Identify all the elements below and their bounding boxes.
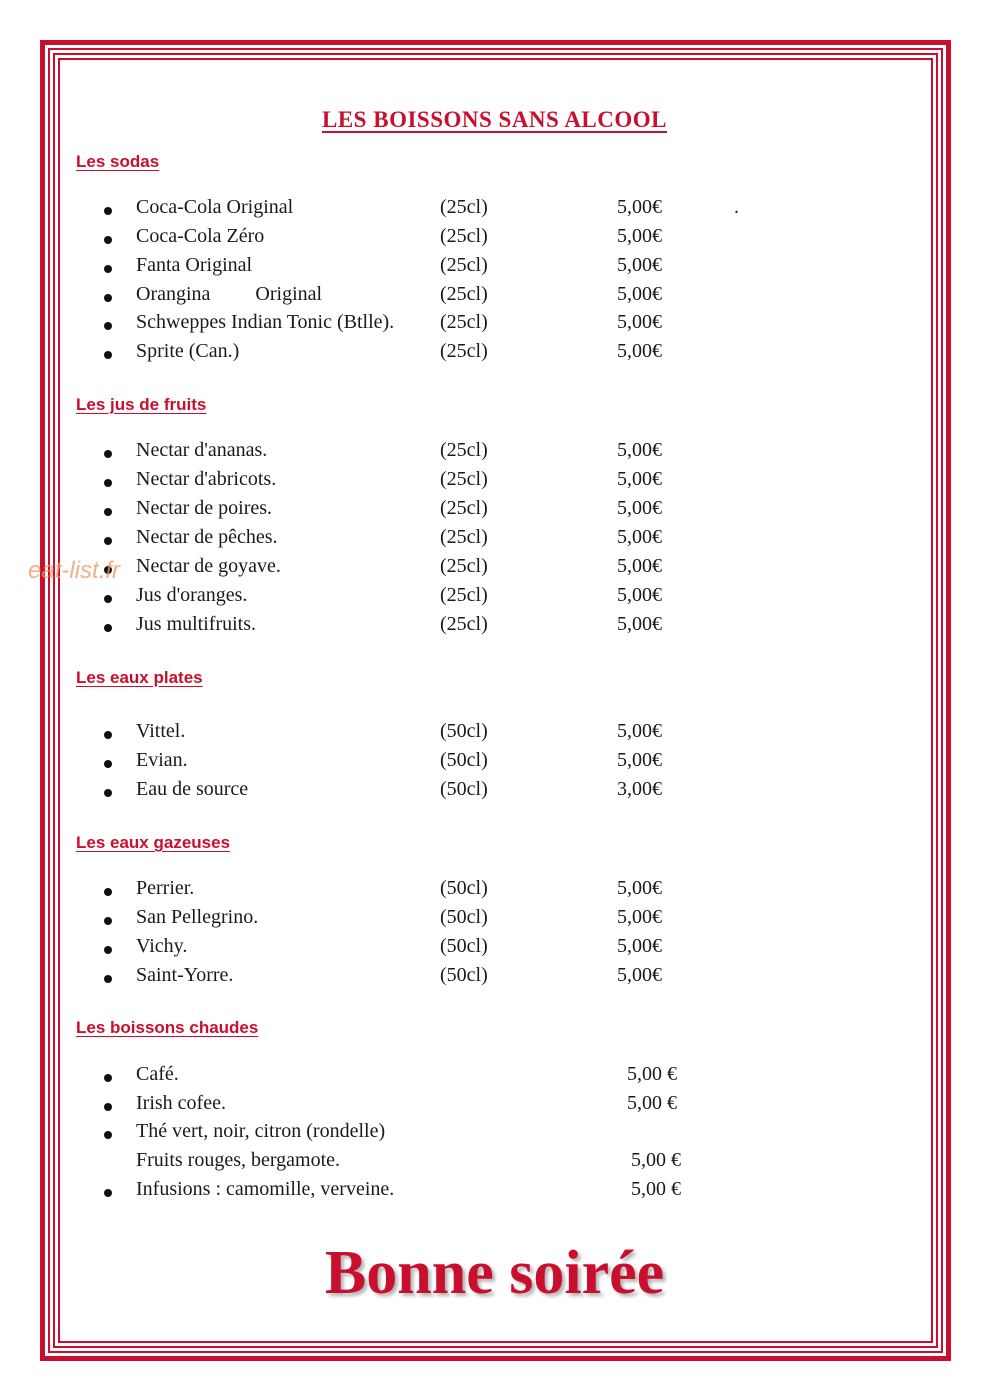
bullet-icon <box>104 1103 112 1111</box>
menu-item <box>0 584 989 613</box>
item-size: (50cl) <box>440 778 488 800</box>
menu-item <box>0 340 989 369</box>
item-name: Sprite (Can.) <box>136 340 240 362</box>
item-size: (50cl) <box>440 935 488 957</box>
item-price: 5,00€ <box>617 311 662 333</box>
bullet-icon <box>104 1131 112 1139</box>
bullet-icon <box>104 731 112 739</box>
item-size: (25cl) <box>440 439 488 461</box>
item-size: (25cl) <box>440 526 488 548</box>
item-name: Vichy. <box>136 935 188 957</box>
item-price: 5,00 € <box>627 1092 677 1114</box>
menu-item <box>0 964 989 993</box>
item-price: 5,00€ <box>617 877 662 899</box>
item-size: (25cl) <box>440 497 488 519</box>
item-price: 5,00€ <box>617 526 662 548</box>
item-price: 5,00€ <box>617 439 662 461</box>
item-price: 5,00€ <box>617 225 662 247</box>
menu-item-continuation <box>0 1149 989 1178</box>
bullet-icon <box>104 917 112 925</box>
item-size: (50cl) <box>440 964 488 986</box>
bullet-icon <box>104 479 112 487</box>
item-price: 5,00 € <box>631 1149 681 1171</box>
item-name: Nectar de pêches. <box>136 526 278 548</box>
bullet-icon <box>104 975 112 983</box>
bullet-icon <box>104 1189 112 1197</box>
item-name: Saint-Yorre. <box>136 964 234 986</box>
bullet-icon <box>104 508 112 516</box>
menu-item <box>0 497 989 526</box>
item-size: (25cl) <box>440 196 488 218</box>
item-name: Café. <box>136 1063 179 1085</box>
item-name: Fanta Original <box>136 254 253 276</box>
item-size: (25cl) <box>440 555 488 577</box>
bullet-icon <box>104 789 112 797</box>
section-title-chaudes: Les boissons chaudes <box>76 1018 259 1037</box>
bullet-icon <box>104 1074 112 1082</box>
menu-item <box>0 906 989 935</box>
item-size: (50cl) <box>440 720 488 742</box>
item-price: 5,00€ <box>617 749 662 771</box>
bullet-icon <box>104 322 112 330</box>
section-title-jus: Les jus de fruits <box>76 395 207 414</box>
item-name: Jus multifruits. <box>136 613 257 635</box>
menu-item <box>0 935 989 964</box>
menu-item <box>0 196 989 225</box>
menu-item <box>0 311 989 340</box>
item-name: Vittel. <box>136 720 186 742</box>
bullet-icon <box>104 207 112 215</box>
bullet-icon <box>104 351 112 359</box>
section-title-gazeuses: Les eaux gazeuses <box>76 833 231 852</box>
item-name: Nectar d'ananas. <box>136 439 268 461</box>
item-price: 5,00€ <box>617 613 662 635</box>
item-name: Evian. <box>136 749 188 771</box>
bullet-icon <box>104 450 112 458</box>
menu-item <box>0 225 989 254</box>
bullet-icon <box>104 888 112 896</box>
item-price: 5,00€ <box>617 468 662 490</box>
menu-item <box>0 439 989 468</box>
item-size: (25cl) <box>440 584 488 606</box>
watermark: eat-list.fr <box>28 557 121 584</box>
bullet-icon <box>104 624 112 632</box>
menu-item <box>0 526 989 555</box>
menu-item <box>0 1178 989 1207</box>
menu-item <box>0 613 989 642</box>
item-name: Perrier. <box>136 877 195 899</box>
menu-item <box>0 720 989 749</box>
item-price: 5,00€ <box>617 340 662 362</box>
item-size: (50cl) <box>440 877 488 899</box>
menu-item <box>0 1092 989 1121</box>
menu-item <box>0 1120 989 1149</box>
item-price: 5,00€ <box>617 935 662 957</box>
item-name: Orangina Original <box>136 283 323 305</box>
bullet-icon <box>104 760 112 768</box>
item-name: Eau de source <box>136 778 249 800</box>
item-size: (25cl) <box>440 225 488 247</box>
item-name: Nectar d'abricots. <box>136 468 277 490</box>
item-price: 3,00€ <box>617 778 662 800</box>
item-name: Irish cofee. <box>136 1092 226 1114</box>
item-price: 5,00 € <box>627 1063 677 1085</box>
item-price: 5,00 € <box>631 1178 681 1200</box>
stray-mark: . <box>734 196 739 218</box>
bullet-icon <box>104 294 112 302</box>
menu-item <box>0 877 989 906</box>
bullet-icon <box>104 595 112 603</box>
section-title-sodas: Les sodas <box>76 152 160 171</box>
item-price: 5,00€ <box>617 720 662 742</box>
item-name: Thé vert, noir, citron (rondelle) <box>136 1120 386 1142</box>
item-name: Nectar de poires. <box>136 497 273 519</box>
item-price: 5,00€ <box>617 906 662 928</box>
menu-item <box>0 254 989 283</box>
item-price: 5,00€ <box>617 964 662 986</box>
item-name: Infusions : camomille, verveine. <box>136 1178 395 1200</box>
menu-item <box>0 1063 989 1092</box>
menu-item <box>0 749 989 778</box>
menu-item <box>0 555 989 584</box>
item-price: 5,00€ <box>617 555 662 577</box>
item-price: 5,00€ <box>617 584 662 606</box>
item-name: Coca-Cola Zéro <box>136 225 265 247</box>
menu-item <box>0 283 989 312</box>
section-title-plates: Les eaux plates <box>76 668 203 687</box>
menu-item <box>0 468 989 497</box>
item-price: 5,00€ <box>617 497 662 519</box>
item-name: San Pellegrino. <box>136 906 259 928</box>
item-size: (25cl) <box>440 613 488 635</box>
menu-item <box>0 778 989 807</box>
menu-title: LES BOISSONS SANS ALCOOL <box>322 107 667 132</box>
item-price: 5,00€ <box>617 196 662 218</box>
bullet-icon <box>104 537 112 545</box>
item-name: Coca-Cola Original <box>136 196 294 218</box>
item-size: (50cl) <box>440 749 488 771</box>
item-name: Fruits rouges, bergamote. <box>136 1149 341 1171</box>
bullet-icon <box>104 236 112 244</box>
item-name: Nectar de goyave. <box>136 555 281 577</box>
item-price: 5,00€ <box>617 283 662 305</box>
item-name: Schweppes Indian Tonic (Btlle). <box>136 311 395 333</box>
item-size: (50cl) <box>440 906 488 928</box>
item-size: (25cl) <box>440 254 488 276</box>
bullet-icon <box>104 265 112 273</box>
item-size: (25cl) <box>440 468 488 490</box>
item-size: (25cl) <box>440 311 488 333</box>
item-size: (25cl) <box>440 283 488 305</box>
item-size: (25cl) <box>440 340 488 362</box>
footer-greeting: Bonne soirée <box>324 1239 665 1307</box>
item-price: 5,00€ <box>617 254 662 276</box>
item-name: Jus d'oranges. <box>136 584 248 606</box>
bullet-icon <box>104 946 112 954</box>
